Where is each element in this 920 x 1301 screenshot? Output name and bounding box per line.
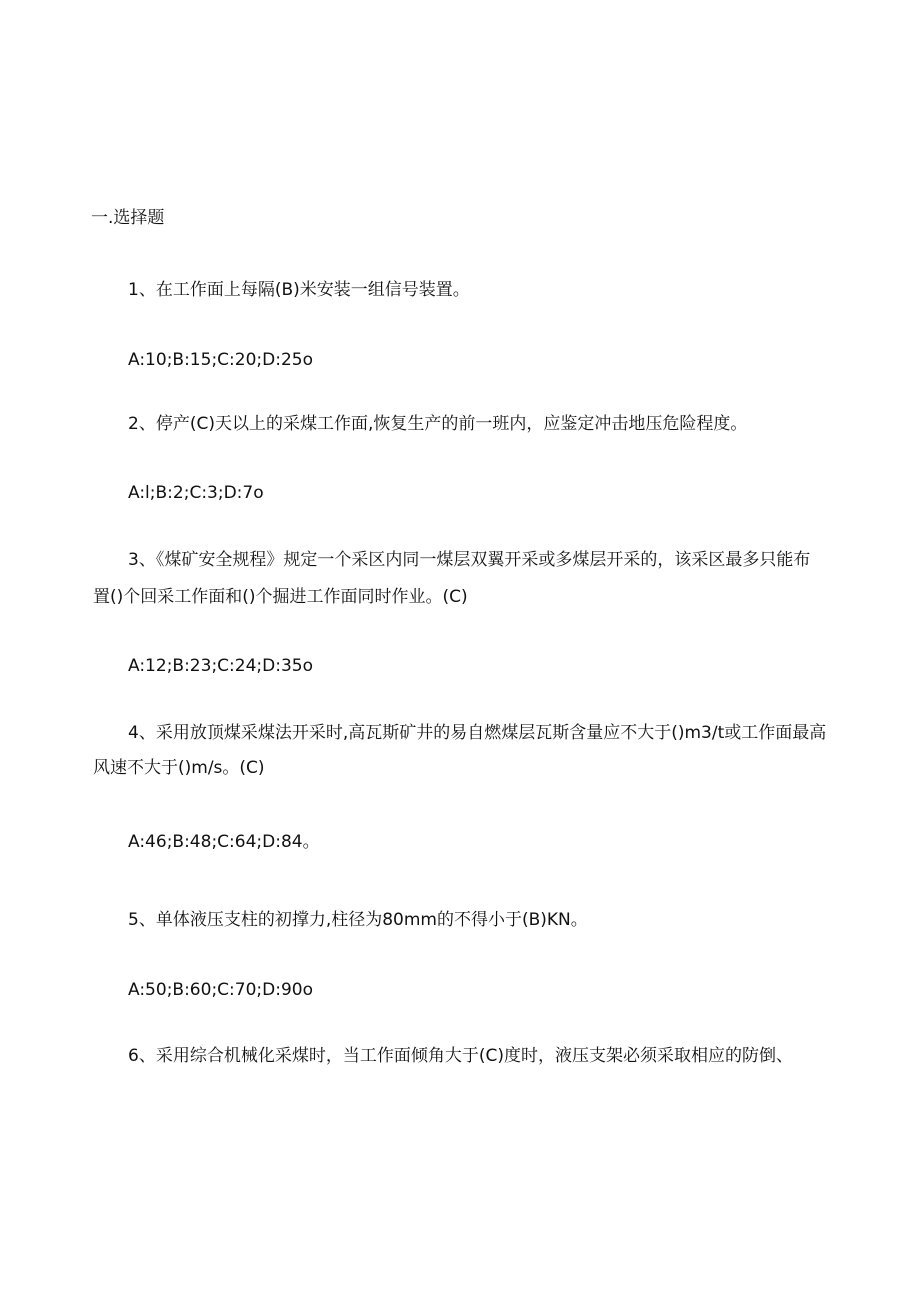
question-1-text: 1、在工作面上每隔(B)米安装一组信号装置。 (128, 280, 470, 300)
question-5-options: A:50;B:60;C:70;D:90o (128, 980, 313, 1000)
question-3-text-line-1: 3、《煤矿安全规程》规定一个采区内同一煤层双翼开采或多煤层开采的，该采区最多只能布 (128, 550, 811, 570)
section-title: 一.选择题 (91, 208, 165, 228)
question-3-text-line-2: 置()个回采工作面和()个掘进工作面同时作业。(C) (93, 587, 468, 607)
question-6-text: 6、采用综合机械化采煤时，当工作面倾角大于(C)度时，液压支架必须采取相应的防倒、 (128, 1046, 793, 1066)
question-4-text-line-2: 风速不大于()m/s。(C) (93, 758, 265, 778)
question-1-options: A:10;B:15;C:20;D:25o (128, 350, 313, 370)
question-2-text: 2、停产(C)天以上的采煤工作面,恢复生产的前一班内，应鉴定冲击地压危险程度。 (128, 414, 748, 434)
question-4-text-line-1: 4、采用放顶煤采煤法开采时,高瓦斯矿井的易自燃煤层瓦斯含量应不大于()m3∕t或工作面最高 (128, 723, 827, 743)
question-4-options: A:46;B:48;C:64;D:84。 (128, 832, 320, 852)
question-3-options: A:12;B:23;C:24;D:35o (128, 656, 313, 676)
question-5-text: 5、单体液压支柱的初撑力,柱径为80mm的不得小于(B)KN。 (128, 910, 588, 930)
question-2-options: A:l;B:2;C:3;D:7o (128, 483, 264, 503)
